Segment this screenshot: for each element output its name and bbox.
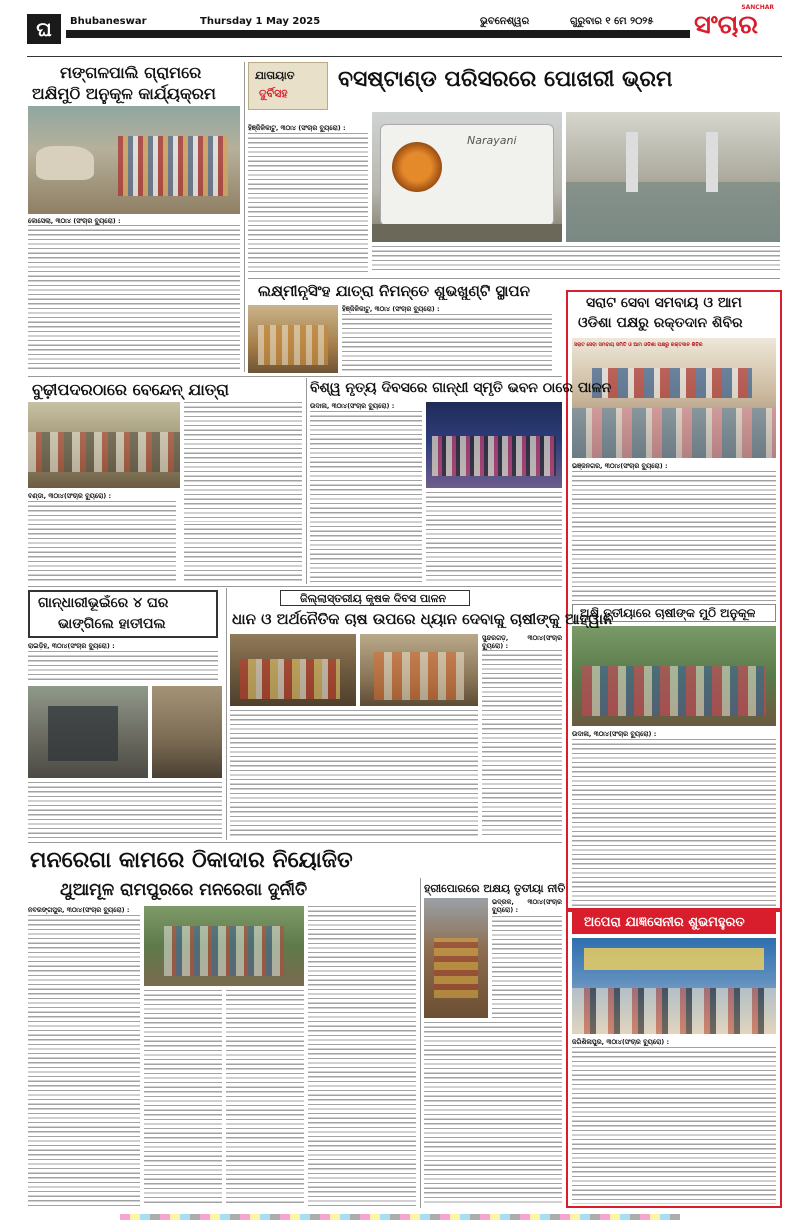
page-letter: ଘ [36,17,52,41]
s3-photo [248,305,338,373]
s12-photo [572,938,776,1034]
s11-dateline: ଭଦ୍ରକ, ୩୦ା୪(ସଂଚାର ବ୍ୟୁରୋ) : [492,898,562,914]
page-header [0,0,800,58]
col-rule-3 [226,588,227,840]
row-rule-2 [28,376,562,377]
s6-photo [426,402,562,488]
s8-headline-2: ଭାଙ୍ଗିଲେ ହାତୀପଲ [58,616,166,632]
s11-body-top [492,898,562,1018]
s6-dateline: ଉଦାଳା, ୩୦ା୪(ସଂଚାର ବ୍ୟୁରୋ) : [310,402,395,410]
col-rule-1 [244,62,245,372]
header-city: Bhubaneswar [70,16,147,27]
s3-body [342,305,552,373]
s3-headline: ଲକ୍ଷ୍ମୀନୃସିଂହ ଯାତ୍ରା ନିମନ୍ତେ ଶୁଭଖୁଣ୍ଟି ସ୍ଥାପନ [258,282,530,300]
s10-headline-2: ଥୁଆମୂଳ ରାମପୁରରେ ମନରେଗା ଦୁର୍ନୀତି [60,880,308,900]
s2-kicker-1: ଯାତାୟାତ [255,69,295,82]
s8-body-2 [28,782,222,838]
s2-headline: ବସଷ୍ଟାଣ୍ଡ ପରିସରରେ ପୋଖରୀ ଭ୍ରମ [338,67,673,92]
s1-photo [28,106,240,214]
s2-kicker-2: ଦୁର୍ବିସହ [259,87,288,100]
s3-dateline: ହିଞ୍ଜିଳିକାଟୁ, ୩୦ା୪ (ସଂଚାର ବ୍ୟୁରୋ) : [342,305,440,313]
s9-kicker: ଜିଲ୍ଲାସ୍ତରୀୟ କୃଷକ ଦିବସ ପାଳନ [300,592,447,605]
s6-body-right [426,492,562,582]
s5-headline: ବୁଢ଼ୀପଦରଠାରେ ବେନ୍ଦେନ୍ ଯାତ୍ରା [32,380,229,399]
s4-dateline: ଭଞ୍ଜନଗର, ୩୦ା୪(ସଂଚାର ବ୍ୟୁରୋ) : [572,462,668,470]
header-bar [66,30,706,38]
row-rule-1 [248,278,780,279]
s5-photo [28,402,180,488]
s4-headline-1: ସରାଟ ସେବା ସମବାୟ ଓ ଆମ [586,295,742,311]
s8-headline-1: ଗାନ୍ଧାରୀଭୂଇଁରେ ୪ ଘର [38,595,169,611]
s10-body-1 [28,906,140,1206]
s7-dateline: ଉଦାଳା, ୩୦ା୪(ସଂଚାର ବ୍ୟୁରୋ) : [572,730,657,738]
s12-headline: ଅପେରା ଯାଜ୍ଞସେନୀର ଶୁଭମହୁରତ [584,915,745,930]
s7-photo [572,626,776,726]
s4-banner: ସରାଟ ସେବା ସମବାୟ ସମିତି ଓ ଆମ ଓଡିଶା ପକ୍ଷରୁ ରକ୍ତଦାନ ଶିବିର [574,342,703,348]
s10-body-2 [144,990,304,1206]
s12-dateline: ଜଗିଶିଳାପୁର, ୩୦ା୪(ସଂଚାର ବ୍ୟୁରୋ) : [572,1038,670,1046]
s2-body-col2 [372,246,780,272]
s2-photo [372,112,562,242]
registration-strip [120,1214,680,1220]
row-rule-3 [28,586,562,587]
s2-photo-2 [566,112,780,242]
s10-dateline: ନବରଙ୍ଗପୁର, ୩୦ା୪(ସଂଚାର ବ୍ୟୁରୋ) : [28,906,130,914]
masthead-title: ସଂଚାର [694,10,759,40]
s1-headline-2: ଅକ୍ଷିମୁଠି ଅନୁକୂଳ କାର୍ଯ୍ୟକ୍ରମ [32,84,216,103]
s2-bus-text: Narayani [467,134,517,147]
s9-headline: ଧାନ ଓ ଅର୍ଥନୈତିକ ଚାଷ ଉପରେ ଧ୍ୟାନ ଦେବାକୁ ଚାଷୀଙ୍କୁ ଆହ୍ୱାନ [232,610,614,628]
s9-dateline: ସୁନ୍ଦରଗଡ଼, ୩୦ା୪(ସଂଚାର ବ୍ୟୁରୋ) : [482,634,562,650]
s2-kicker-box [248,62,328,110]
masthead-logo [690,4,780,46]
masthead-sub: SANCHAR [741,4,774,11]
s4-photo [572,338,776,458]
s1-dateline: କୋସେଲା, ୩୦ା୪ (ସଂଚାର ବ୍ୟୁରୋ) : [28,217,121,225]
s10-headline-1: ମନରେଗା କାମରେ ଠିକାଦାର ନିୟୋଜିତ [30,848,353,873]
s4-headline-2: ଓଡିଶା ପକ୍ଷରୁ ରକ୍ତଦାନ ଶିବିର [578,315,743,331]
s9-photo-2 [360,634,478,706]
s8-dateline: ରାଇଡ଼ିହ, ୩୦ା୪(ସଂଚାର ବ୍ୟୁରୋ) : [28,642,115,650]
s9-photo-1 [230,634,356,706]
s11-photo [424,898,488,1018]
s2-body-col1 [248,124,368,274]
s7-headline: ଅକ୍ଷି ତୃତୀୟାରେ ଚାଷୀଙ୍କ ମୁଠି ଅନୁକୂଳ [580,606,756,620]
s4-body [572,462,776,602]
s7-body [572,730,776,908]
s12-body [572,1038,776,1204]
s11-body [424,1022,562,1206]
s6-body-left [310,402,422,582]
col-rule-2 [306,378,307,584]
row-rule-4 [28,842,562,843]
s1-body [28,217,240,371]
page-letter-box [27,14,61,44]
s9-body-right [482,634,562,838]
header-date-odia: ଗୁରୁବାର ୧ ମେ ୨୦୨୫ [570,16,654,27]
s5-body [28,492,302,582]
s10-body-3 [308,906,416,1206]
s8-body [28,642,218,682]
col-rule-4 [420,878,421,1208]
s11-headline: ହ୍ରୀପୋରରେ ଅକ୍ଷୟ ତୃତୀୟା ନୀତି [424,882,566,895]
s2-dateline: ହିଞ୍ଜିଳିକାଟୁ, ୩୦ା୪ (ସଂଚାର ବ୍ୟୁରୋ) : [248,124,346,132]
s9-body [230,710,478,838]
s8-photo-1 [28,686,148,778]
s6-headline: ବିଶ୍ୱ ନୃତ୍ୟ ଦିବସରେ ଗାନ୍ଧୀ ସ୍ମୃତି ଭବନ ଠାରେ ପାଳନ [310,380,612,396]
s5-dateline: ବଣ୍ଡା, ୩୦ା୪(ସଂଚାର ବ୍ୟୁରୋ) : [28,492,112,500]
header-date: Thursday 1 May 2025 [200,16,321,27]
header-city-odia: ଭୁବନେଶ୍ୱର [480,16,530,27]
s8-photo-2 [152,686,222,778]
s1-headline-1: ମଙ୍ଗଳପାଲି ଗ୍ରାମରେ [60,63,202,82]
s10-photo [144,906,304,986]
header-rule [27,56,782,57]
